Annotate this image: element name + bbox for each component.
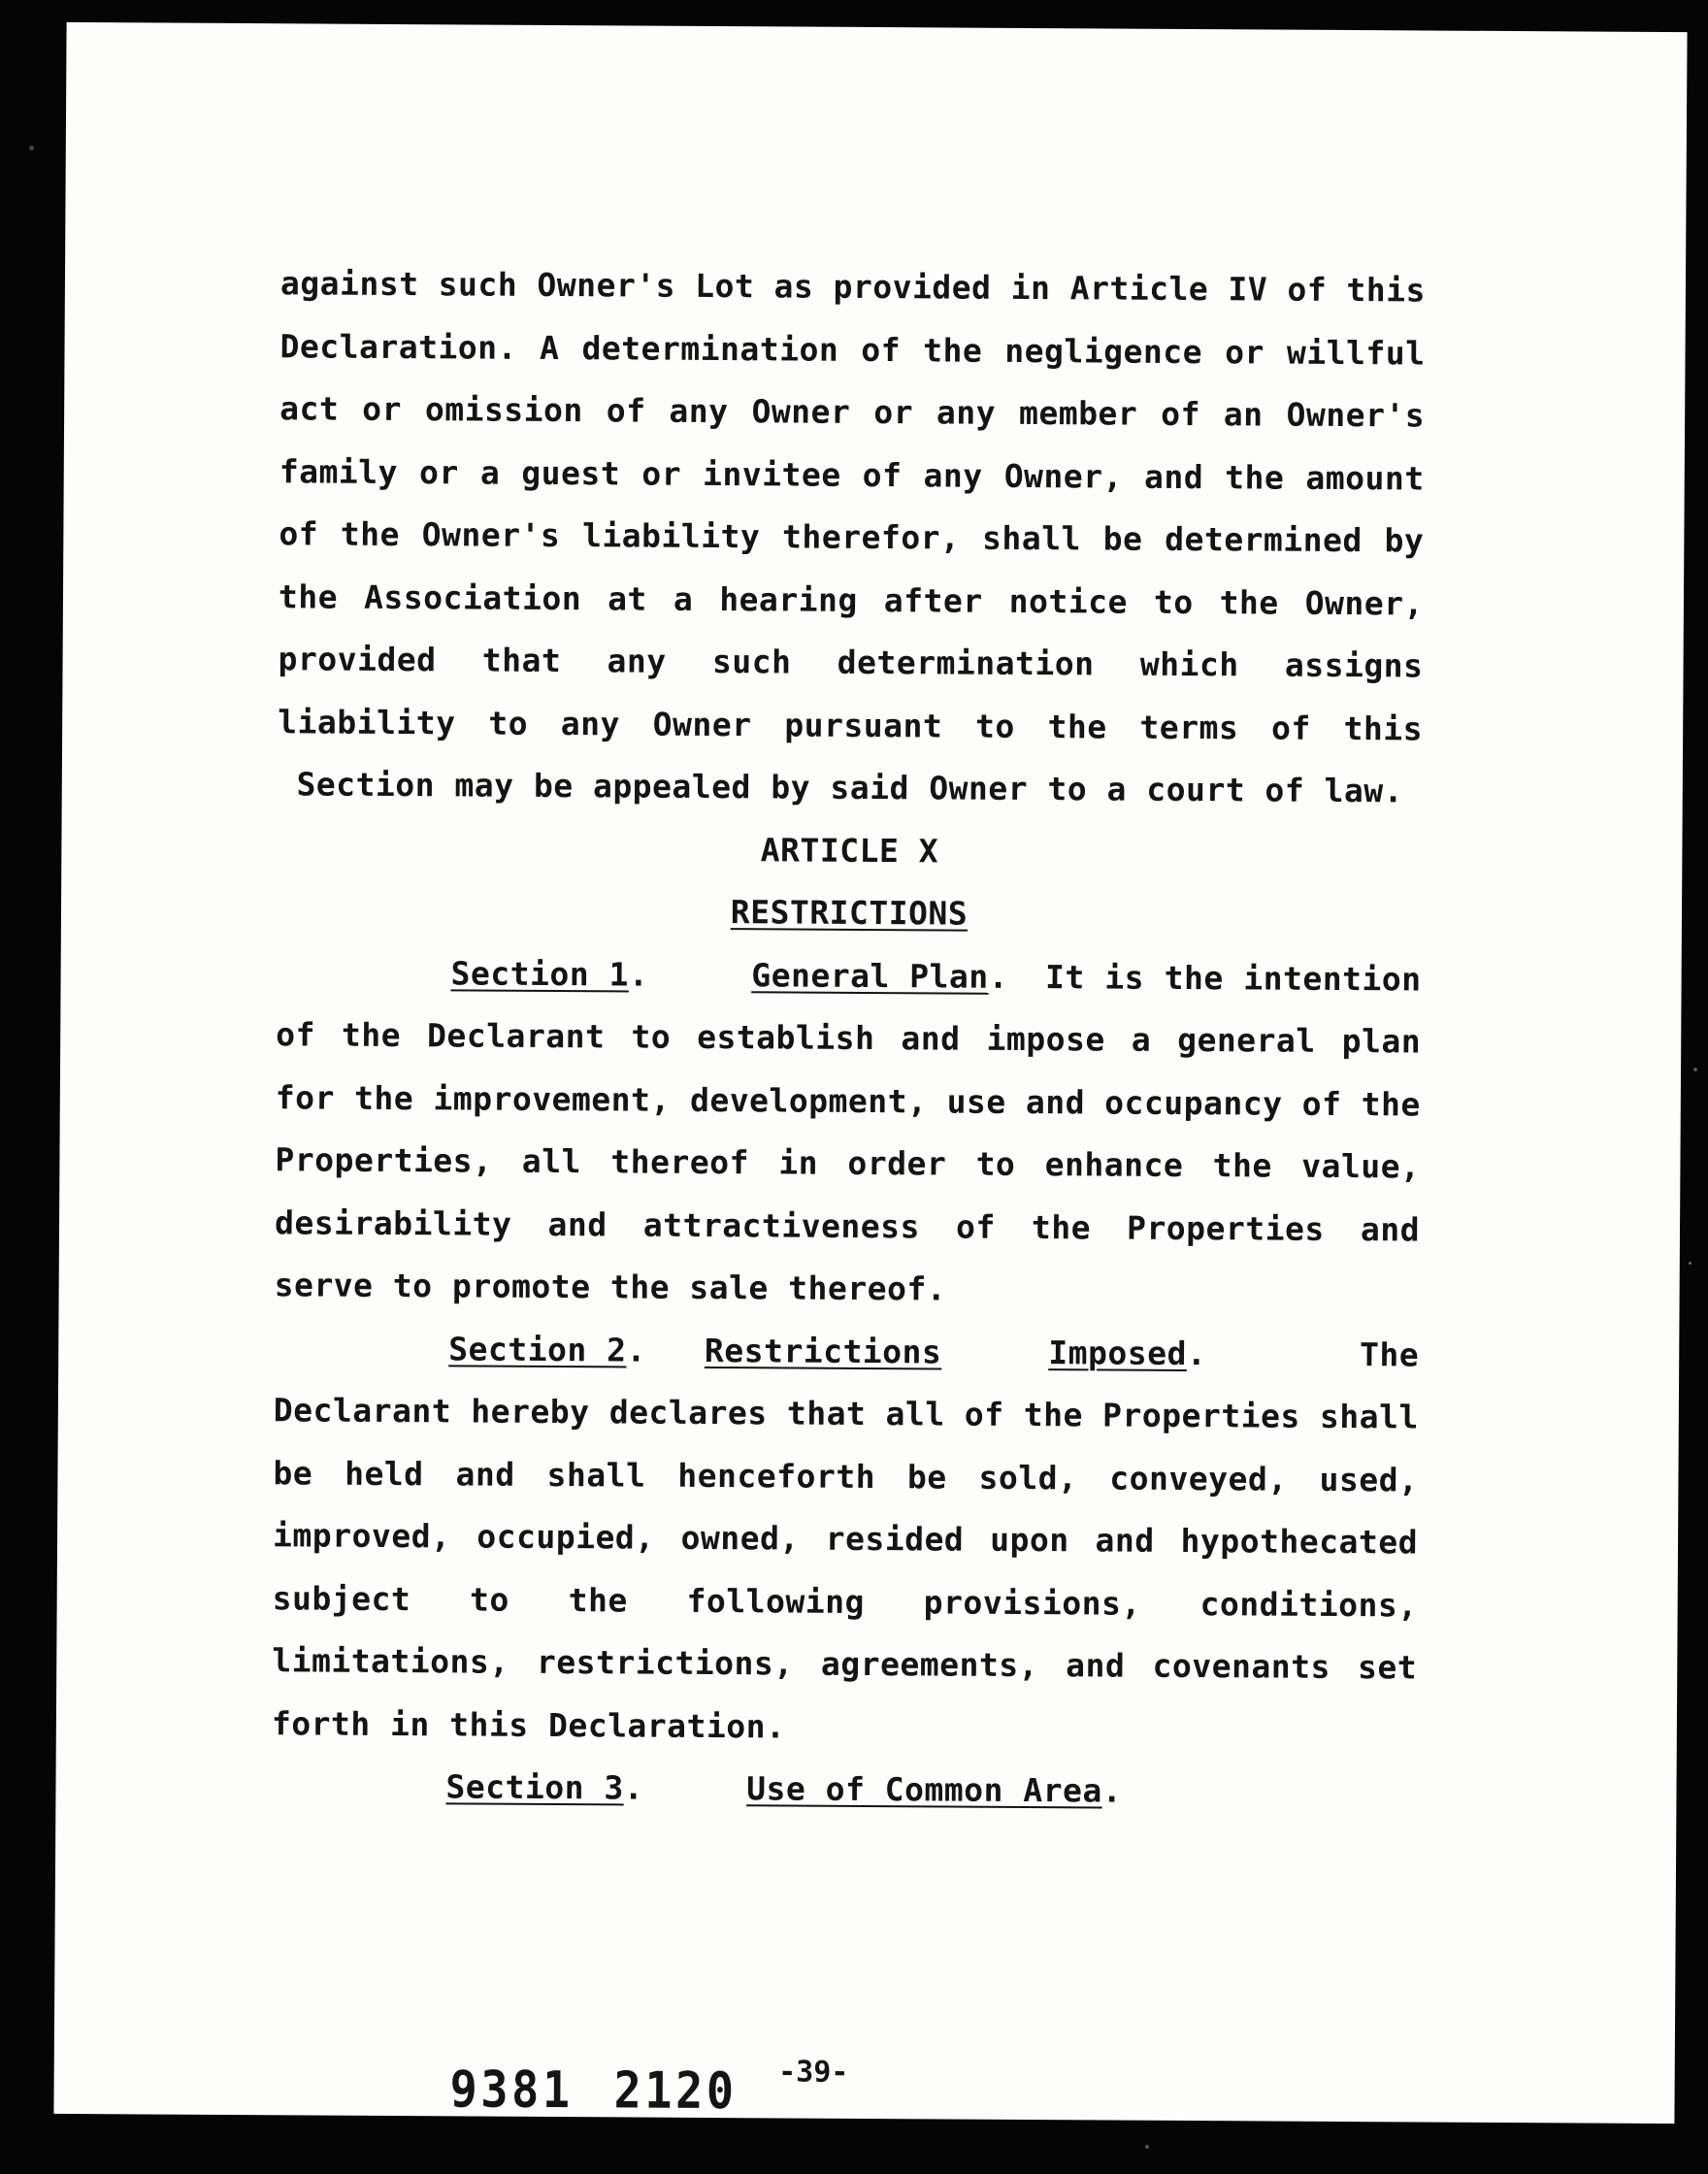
word: and: [1143, 457, 1204, 496]
page-number: -39-: [778, 2055, 849, 2090]
word: the: [923, 330, 983, 370]
word: and: [1066, 1646, 1126, 1685]
word: the: [1361, 1084, 1421, 1123]
word: occupied,: [476, 1517, 655, 1557]
word: of: [1287, 270, 1328, 309]
word: to: [631, 1017, 672, 1056]
word: guest: [521, 453, 621, 492]
intro-line: [279, 378, 1425, 447]
word: a: [1131, 1020, 1152, 1059]
word: Properties: [1101, 1396, 1300, 1435]
word: such: [438, 265, 518, 304]
document-stamp-number-2: 2120: [613, 2061, 739, 2122]
word: to: [974, 707, 1015, 745]
word: as: [773, 267, 814, 306]
word: attractiveness: [642, 1205, 921, 1245]
word: therefor,: [781, 517, 961, 557]
word: shall: [546, 1455, 646, 1495]
word: determination: [837, 642, 1095, 683]
word: It: [1044, 957, 1085, 996]
word: liability: [278, 702, 456, 741]
section-2-line: [273, 1504, 1418, 1574]
word: Owner: [652, 705, 752, 743]
word: owned,: [680, 1518, 800, 1558]
word: amount: [1305, 458, 1425, 497]
word: henceforth: [677, 1456, 876, 1496]
word: covenants: [1152, 1646, 1330, 1686]
word: of: [276, 1015, 316, 1054]
word: omission: [424, 390, 583, 430]
word: Properties: [1127, 1208, 1325, 1248]
word: this: [1346, 270, 1427, 310]
word: the: [1047, 707, 1107, 745]
intro-paragraph: [278, 252, 1426, 760]
word: provided: [278, 640, 437, 679]
word: of: [606, 391, 646, 430]
word: after: [883, 580, 983, 620]
intro-line: [279, 441, 1425, 511]
word: improvement,: [433, 1078, 671, 1119]
word: Owner,: [1003, 456, 1124, 496]
word: any: [669, 391, 729, 431]
word: any: [607, 642, 667, 680]
word: general: [1177, 1020, 1316, 1060]
word: following: [686, 1581, 866, 1621]
word: hearing: [719, 579, 858, 619]
word: limitations,: [272, 1641, 509, 1681]
scan-speck: [29, 146, 34, 150]
word: Lot: [695, 266, 755, 306]
word: improved,: [272, 1516, 451, 1556]
word: a: [479, 453, 501, 492]
word: of: [964, 1395, 1004, 1433]
word: enhance: [1044, 1145, 1184, 1184]
word: the: [1164, 958, 1224, 997]
word: against: [279, 264, 419, 304]
word: thereof: [610, 1142, 750, 1182]
word: restrictions,: [536, 1642, 794, 1683]
word: desirability: [274, 1202, 512, 1243]
word: conveyed,: [1109, 1459, 1288, 1499]
intro-line: [279, 566, 1424, 636]
word: Owner,: [1304, 583, 1425, 622]
section-1-line: [275, 1192, 1420, 1262]
word: act: [279, 389, 340, 428]
word: the: [1031, 1207, 1092, 1246]
word: of: [861, 330, 902, 369]
word: of: [1301, 1084, 1342, 1123]
section-1-line: [276, 1067, 1421, 1136]
word: this: [1343, 708, 1424, 747]
section-2-first-line-rest: The: [1360, 1334, 1420, 1373]
word: provisions,: [923, 1582, 1141, 1623]
word: pursuant: [784, 705, 943, 744]
section-2-paragraph: [272, 1379, 1419, 1699]
word: terms: [1139, 708, 1239, 746]
word: Declarant: [273, 1391, 452, 1431]
section-2-line: [273, 1442, 1418, 1512]
intro-line: [280, 252, 1426, 322]
word: determined: [1165, 519, 1363, 560]
word: be: [1102, 519, 1143, 558]
word: the: [340, 514, 401, 554]
word: a: [673, 579, 694, 618]
word: of: [1161, 394, 1201, 434]
section-1-title: General Plan: [751, 955, 989, 996]
word: and: [455, 1454, 515, 1494]
word: or: [418, 452, 459, 491]
word: of: [279, 514, 319, 553]
word: and: [1025, 1082, 1086, 1121]
word: Properties,: [275, 1140, 493, 1180]
section-1-last-line: serve to promote the sale thereof.: [274, 1266, 947, 1308]
intro-line: [279, 503, 1424, 573]
word: any: [560, 704, 621, 742]
word: the: [341, 1015, 402, 1055]
word: Association: [363, 577, 582, 617]
section-2-title: Restrictions Imposed: [704, 1331, 1188, 1372]
word: and: [1360, 1209, 1421, 1248]
word: member: [1018, 393, 1138, 433]
word: invitee: [702, 454, 841, 494]
word: to: [488, 704, 529, 742]
word: of: [1270, 708, 1311, 747]
word: establish: [697, 1017, 875, 1058]
word: be: [906, 1457, 947, 1496]
section-3-label: Section 3: [445, 1767, 624, 1807]
section-1-label: Section 1: [450, 953, 630, 993]
word: shall: [1319, 1397, 1419, 1436]
document-page: [53, 22, 1687, 2124]
section-3-title: Use of Common Area: [746, 1769, 1102, 1810]
section-2-line: [272, 1567, 1417, 1637]
word: used,: [1319, 1460, 1419, 1499]
word: willful: [1286, 333, 1426, 372]
section-2-heading-line: Section 2 . Restrictions Imposed . The: [274, 1317, 1419, 1387]
intro-line: [279, 315, 1425, 385]
word: the: [568, 1580, 628, 1619]
scan-speck: [1689, 1262, 1692, 1265]
word: any: [923, 455, 983, 495]
word: be: [273, 1453, 313, 1492]
article-heading: ARTICLE X: [760, 830, 939, 870]
word: all: [521, 1141, 582, 1181]
word: declares: [608, 1393, 768, 1433]
word: impose: [986, 1019, 1105, 1059]
word: Owner's: [1286, 395, 1426, 435]
word: Declarant: [426, 1016, 606, 1056]
word: or: [362, 389, 403, 429]
word: negligence: [1004, 331, 1203, 371]
word: set: [1357, 1648, 1418, 1687]
scan-speck: [1145, 2145, 1149, 2149]
scan-speck: [1693, 1068, 1697, 1071]
word: occupancy: [1104, 1082, 1283, 1123]
word: to: [469, 1579, 509, 1619]
word: that: [786, 1394, 867, 1433]
word: intention: [1243, 958, 1422, 998]
word: provided: [833, 267, 992, 307]
intro-line: [278, 628, 1423, 698]
word: IV: [1228, 270, 1268, 309]
intro-last-line: Section may be appealed by said Owner to a court of law.: [296, 765, 1404, 810]
word: liability: [581, 516, 761, 556]
word: that: [481, 641, 562, 680]
document-body: [271, 252, 1426, 1825]
word: to: [975, 1144, 1016, 1183]
word: determination: [581, 328, 839, 369]
word: such: [711, 642, 792, 681]
section-2-line: [272, 1630, 1417, 1699]
intro-line: [278, 691, 1423, 761]
word: the: [354, 1078, 414, 1117]
word: Declaration.: [279, 326, 518, 367]
word: use: [946, 1081, 1006, 1121]
word: at: [608, 578, 648, 618]
word: assigns: [1284, 645, 1424, 685]
word: in: [1010, 268, 1051, 308]
word: and: [1095, 1521, 1155, 1560]
page-footer: [449, 2055, 849, 2122]
word: held: [345, 1454, 424, 1493]
word: shall: [981, 518, 1082, 558]
section-1-first-line-rest: [1045, 946, 1422, 1011]
word: for: [275, 1077, 336, 1117]
word: upon: [990, 1520, 1069, 1560]
word: hypothecated: [1180, 1521, 1419, 1562]
word: the: [1225, 457, 1285, 497]
section-1-paragraph: [275, 1004, 1422, 1261]
word: Owner's: [421, 515, 561, 555]
word: and: [547, 1204, 608, 1243]
word: development,: [689, 1080, 928, 1120]
word: an: [1223, 395, 1264, 434]
word: subject: [272, 1578, 411, 1618]
word: or: [1225, 332, 1265, 371]
word: in: [778, 1143, 819, 1182]
word: all: [885, 1395, 945, 1433]
word: or: [873, 393, 914, 432]
word: by: [1384, 521, 1425, 560]
word: to: [1153, 582, 1194, 621]
word: A: [539, 328, 560, 367]
word: or: [641, 454, 682, 493]
article-title: RESTRICTIONS: [730, 893, 969, 933]
document-stamp-number: 9381: [449, 2060, 574, 2121]
word: any: [936, 393, 997, 432]
word: hereby: [471, 1392, 590, 1432]
word: the: [278, 576, 339, 616]
word: Owner: [751, 392, 851, 431]
word: resided: [825, 1519, 965, 1559]
word: value,: [1301, 1146, 1421, 1186]
section-2-last-line: forth in this Declaration.: [271, 1703, 786, 1745]
section-1-heading-line: Section 1 . General Plan . It is the intention: [276, 941, 1421, 1011]
word: of: [862, 455, 903, 494]
word: of: [955, 1207, 996, 1246]
word: order: [847, 1143, 947, 1183]
word: which: [1139, 644, 1239, 684]
word: notice: [1008, 581, 1129, 621]
word: plan: [1341, 1021, 1422, 1061]
word: the: [1023, 1395, 1084, 1434]
section-2-line: [274, 1379, 1419, 1449]
word: agreements,: [820, 1644, 1039, 1685]
word: family: [279, 451, 399, 491]
word: is: [1104, 957, 1145, 997]
section-3-heading-line: Section 3 . Use of Common Area .: [271, 1755, 1416, 1825]
word: Article: [1069, 269, 1209, 309]
section-2-label: Section 2: [448, 1329, 627, 1368]
word: and: [901, 1019, 961, 1058]
word: sold,: [978, 1458, 1078, 1497]
word: the: [1219, 582, 1279, 622]
word: conditions,: [1199, 1584, 1418, 1624]
word: Owner's: [537, 265, 676, 305]
section-1-line: [276, 1004, 1421, 1073]
section-1-line: [275, 1129, 1420, 1199]
word: the: [1212, 1146, 1272, 1185]
